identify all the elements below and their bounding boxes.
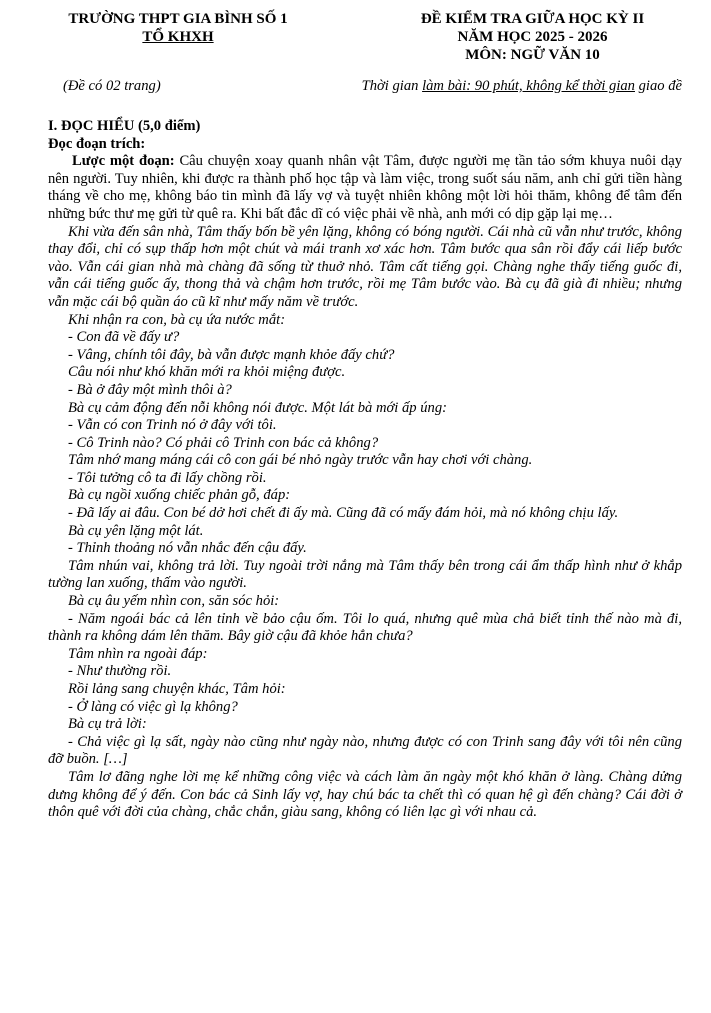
passage-paragraph: - Tôi tưởng cô ta đi lấy chồng rồi. [68, 469, 267, 486]
passage-paragraph: - Chả việc gì lạ sất, ngày nào cũng như ngày nào, nhưng được có con Trinh sang đây với tôi nên cũng đỡ buồn. […] [48, 733, 682, 768]
exam-title: ĐỀ KIỂM TRA GIỮA HỌC KỲ II [420, 11, 645, 27]
passage-paragraph: - Ở làng có việc gì lạ không? [68, 698, 238, 715]
exam-page [48, 10, 682, 822]
passage-paragraph: Câu nói như khó khăn mới ra khỏi miệng được. [68, 364, 346, 381]
section-subtitle: Đọc đoạn trích: [48, 135, 146, 152]
passage-paragraph: - Thỉnh thoảng nó vẫn nhắc đến cậu đấy. [68, 540, 307, 557]
passage-paragraph: Bà cụ ngồi xuống chiếc phản gỗ, đáp: [68, 487, 291, 504]
time-prefix: Thời gian [361, 78, 423, 94]
passage-paragraph: Khi vừa đến sân nhà, Tâm thấy bốn bề yên lặng, không có bóng người. Cái nhà cũ vẫn như trước, không thay đổi, chỉ có sụp thấp hơn một chút và mái tranh xơ xác hơn. Tâm bước qua sân rồi đẩy cái liếp bước vào. Vẫn cái gian nhà mà chàng đã sống từ thuở nhỏ. Tâm cất tiếng gọi. Chàng nghe thấy tiếng guốc đi, vẫn cái tiếng guốc ấy, thong thả và chậm hơn trước, rồi mẹ Tâm bước vào. Bà cụ đã già đi nhiều; nhưng vẫn mặc cái bộ quần áo cũ kĩ như mấy năm về trước. [48, 223, 682, 310]
department-name: TỔ KHXH [142, 29, 214, 45]
intro-text: Câu chuyện xoay quanh nhân vật Tâm, được người mẹ tần tảo sớm khuya nuôi dạy nên người. Tuy nhiên, khi được ra thành phố học tập và làm việc, trong suốt sáu năm, anh chỉ gửi tiền hàng tháng về cho mẹ, không báo tin mình đã lấy vợ và tuyệt nhiên không một lời hỏi thăm, không để tâm đến những bức thư mẹ gửi từ quê ra. Khi bất đắc dĩ có việc phải về nhà, anh mới có dịp gặp lại mẹ… [48, 153, 682, 222]
passage-paragraph: - Vẫn có con Trinh nó ở đây với tôi. [68, 417, 277, 434]
passage-paragraph: Bà cụ âu yếm nhìn con, săn sóc hỏi: [68, 593, 280, 610]
passage-paragraph: - Cô Trinh nào? Có phải cô Trinh con bác cả không? [68, 434, 379, 451]
school-name: TRƯỜNG THPT GIA BÌNH SỐ 1 [68, 11, 288, 27]
time-underlined: làm bài: 90 phút, không kể thời gian [422, 78, 635, 94]
passage-paragraph: Bà cụ cảm động đến nỗi không nói được. Một lát bà mới ấp úng: [68, 399, 448, 416]
pages-note: (Đề có 02 trang) [63, 78, 161, 94]
section-title: I. ĐỌC HIỂU (5,0 điểm) [48, 118, 201, 134]
passage-paragraph: Tâm nhún vai, không trả lời. Tuy ngoài trời nắng mà Tâm thấy bên trong cái ẩm thấp hình như ở khắp tường lan xuống, thấm vào người. [48, 557, 682, 592]
passage-paragraph: Bà cụ yên lặng một lát. [68, 522, 204, 539]
passage-paragraph: - Như thường rồi. [68, 663, 172, 680]
subject: MÔN: NGỮ VĂN 10 [465, 47, 600, 63]
passage-paragraph: Rồi lảng sang chuyện khác, Tâm hỏi: [68, 681, 286, 697]
passage-paragraph: Tâm nhớ mang máng cái cô con gái bé nhỏ ngày trước vẫn hay chơi với chàng. [68, 452, 533, 469]
school-block [48, 10, 308, 46]
passage-paragraph: - Bà ở đây một mình thôi à? [68, 381, 232, 398]
school-year: NĂM HỌC 2025 - 2026 [457, 29, 608, 45]
passage-paragraph: - Đã lấy ai đâu. Con bé dở hơi chết đi ấy mà. Cũng đã có mấy đám hỏi, mà nó không chịu lấy. [68, 505, 619, 522]
exam-header [48, 10, 682, 100]
passage-paragraph: Khi nhận ra con, bà cụ ứa nước mắt: [68, 311, 286, 328]
exam-title-block [383, 10, 682, 64]
time-suffix: giao đề [634, 78, 682, 94]
intro-paragraph [48, 153, 682, 223]
time-note [362, 78, 682, 96]
passage-paragraph: - Năm ngoái bác cả lên tỉnh về bảo cậu ốm. Tôi lo quá, nhưng quê mùa chả biết tỉnh thế nào mà đi, thành ra không dám lên thăm. Bây giờ cậu đã khỏe hẳn chưa? [48, 610, 682, 645]
passage-paragraph: - Vâng, chính tôi đây, bà vẫn được mạnh khỏe đấy chứ? [68, 346, 395, 363]
passage-paragraph: - Con đã về đấy ư? [68, 329, 180, 346]
passage [48, 224, 682, 822]
passage-paragraph: Bà cụ trả lời: [68, 716, 147, 733]
passage-paragraph: Tâm lơ đãng nghe lời mẹ kể những công việc và cách làm ăn ngày một khó khăn ở làng. Chàng dửng dưng không để ý đến. Con bác cả Sinh lấy vợ, hay chú bác ta chết thì có quan hệ gì đến chàng? Cái đời ở thôn quê với đời của chàng, chắc chắn, giàu sang, không có liên lạc gì với nhau cả. [48, 768, 682, 821]
passage-paragraph: Tâm nhìn ra ngoài đáp: [68, 645, 208, 662]
intro-label: Lược một đoạn: [72, 153, 175, 170]
